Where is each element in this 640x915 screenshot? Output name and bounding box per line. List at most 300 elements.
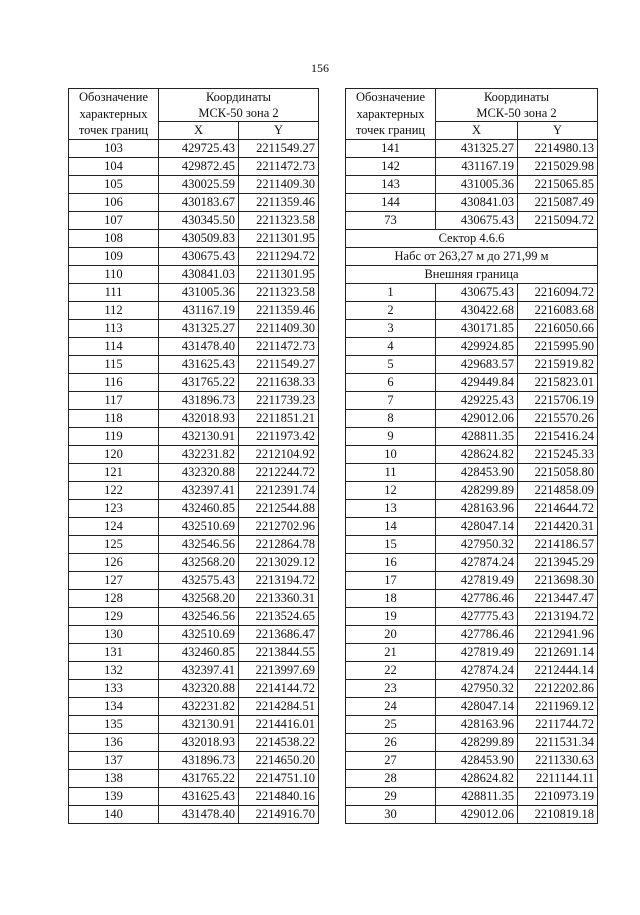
coord-x: 428299.89 xyxy=(436,481,518,499)
point-id: 141 xyxy=(346,139,436,157)
coord-x: 432320.88 xyxy=(159,679,239,697)
point-id: 142 xyxy=(346,157,436,175)
table-row xyxy=(346,535,598,553)
point-id: 18 xyxy=(346,589,436,607)
coord-x: 428811.35 xyxy=(436,427,518,445)
coord-y: 2211739.23 xyxy=(239,391,319,409)
coord-y: 2214980.13 xyxy=(518,139,598,157)
header-coordinates: Координаты xyxy=(159,89,319,106)
table-row xyxy=(69,805,319,823)
point-id: 106 xyxy=(69,193,159,211)
coord-x: 427786.46 xyxy=(436,589,518,607)
point-id: 105 xyxy=(69,175,159,193)
point-id: 112 xyxy=(69,301,159,319)
table-row xyxy=(346,445,598,463)
coord-x: 432231.82 xyxy=(159,697,239,715)
table-row xyxy=(69,733,319,751)
coord-y: 2214186.57 xyxy=(518,535,598,553)
point-id: 107 xyxy=(69,211,159,229)
table-row xyxy=(69,463,319,481)
coord-x: 432546.56 xyxy=(159,607,239,625)
coord-x: 429012.06 xyxy=(436,805,518,823)
coord-y: 2211472.73 xyxy=(239,157,319,175)
coord-x: 428299.89 xyxy=(436,733,518,751)
header-point-designation: Обозначение характерных точек границ xyxy=(69,89,159,140)
header-coordinates: Координаты xyxy=(436,89,598,106)
coord-x: 431167.19 xyxy=(436,157,518,175)
table-row xyxy=(69,517,319,535)
coord-x: 429924.85 xyxy=(436,337,518,355)
coord-y: 2211301.95 xyxy=(239,229,319,247)
point-id: 29 xyxy=(346,787,436,805)
coord-y: 2212104.92 xyxy=(239,445,319,463)
table-row xyxy=(346,409,598,427)
coord-y: 2211294.72 xyxy=(239,247,319,265)
table-row xyxy=(346,319,598,337)
point-id: 27 xyxy=(346,751,436,769)
coord-x: 432568.20 xyxy=(159,553,239,571)
point-id: 144 xyxy=(346,193,436,211)
point-id: 128 xyxy=(69,589,159,607)
coord-x: 432130.91 xyxy=(159,427,239,445)
table-row xyxy=(346,805,598,823)
point-id: 117 xyxy=(69,391,159,409)
coord-y: 2212702.96 xyxy=(239,517,319,535)
table-row xyxy=(69,157,319,175)
point-id: 28 xyxy=(346,769,436,787)
coord-x: 432397.41 xyxy=(159,481,239,499)
point-id: 123 xyxy=(69,499,159,517)
coord-y: 2211144.11 xyxy=(518,769,598,787)
coord-y: 2211330.63 xyxy=(518,751,598,769)
coord-x: 428624.82 xyxy=(436,769,518,787)
point-id: 25 xyxy=(346,715,436,733)
table-row xyxy=(346,463,598,481)
table-row xyxy=(346,589,598,607)
table-row xyxy=(69,643,319,661)
table-row xyxy=(346,283,598,301)
table-row xyxy=(69,625,319,643)
coord-y: 2211851.21 xyxy=(239,409,319,427)
table-row xyxy=(346,661,598,679)
point-id: 19 xyxy=(346,607,436,625)
coord-y: 2214420.31 xyxy=(518,517,598,535)
table-row xyxy=(346,427,598,445)
point-id: 137 xyxy=(69,751,159,769)
point-id: 20 xyxy=(346,625,436,643)
coord-y: 2213698.30 xyxy=(518,571,598,589)
coord-x: 432568.20 xyxy=(159,589,239,607)
coord-y: 2214858.09 xyxy=(518,481,598,499)
coord-y: 2211969.12 xyxy=(518,697,598,715)
header-coordinate-system: МСК-50 зона 2 xyxy=(159,105,319,122)
coord-x: 430171.85 xyxy=(436,319,518,337)
coord-y: 2210819.18 xyxy=(518,805,598,823)
point-id: 110 xyxy=(69,265,159,283)
coord-y: 2211301.95 xyxy=(239,265,319,283)
point-id: 129 xyxy=(69,607,159,625)
coord-x: 431325.27 xyxy=(159,319,239,337)
table-body xyxy=(346,89,598,824)
coord-y: 2211323.58 xyxy=(239,211,319,229)
coord-x: 428047.14 xyxy=(436,517,518,535)
coord-x: 431478.40 xyxy=(159,805,239,823)
coord-x: 431478.40 xyxy=(159,337,239,355)
coord-y: 2212444.14 xyxy=(518,661,598,679)
point-id: 103 xyxy=(69,139,159,157)
table-row xyxy=(69,427,319,445)
point-id: 134 xyxy=(69,697,159,715)
coord-x: 430345.50 xyxy=(159,211,239,229)
coord-x: 432460.85 xyxy=(159,643,239,661)
table-row xyxy=(69,247,319,265)
coord-y: 2213997.69 xyxy=(239,661,319,679)
coord-y: 2212691.14 xyxy=(518,643,598,661)
header-y: Y xyxy=(518,122,598,139)
coord-x: 428163.96 xyxy=(436,715,518,733)
table-row xyxy=(346,787,598,805)
coord-x: 427775.43 xyxy=(436,607,518,625)
coord-x: 430675.43 xyxy=(436,211,518,229)
point-id: 109 xyxy=(69,247,159,265)
coord-x: 427819.49 xyxy=(436,643,518,661)
table-row xyxy=(69,175,319,193)
table-row xyxy=(69,679,319,697)
coord-y: 2211549.27 xyxy=(239,139,319,157)
point-id: 15 xyxy=(346,535,436,553)
table-row xyxy=(346,697,598,715)
point-id: 114 xyxy=(69,337,159,355)
coord-x: 432130.91 xyxy=(159,715,239,733)
coord-x: 429225.43 xyxy=(436,391,518,409)
coordinates-table-right xyxy=(345,88,598,824)
coord-y: 2213686.47 xyxy=(239,625,319,643)
coord-x: 432510.69 xyxy=(159,517,239,535)
coord-y: 2215065.85 xyxy=(518,175,598,193)
coord-x: 429449.84 xyxy=(436,373,518,391)
table-row xyxy=(346,373,598,391)
coord-y: 2212202.86 xyxy=(518,679,598,697)
coord-x: 431765.22 xyxy=(159,769,239,787)
coord-x: 430025.59 xyxy=(159,175,239,193)
coord-x: 430841.03 xyxy=(159,265,239,283)
table-row xyxy=(69,787,319,805)
coord-y: 2214416.01 xyxy=(239,715,319,733)
coord-x: 428163.96 xyxy=(436,499,518,517)
table-row xyxy=(346,175,598,193)
point-id: 9 xyxy=(346,427,436,445)
point-id: 139 xyxy=(69,787,159,805)
point-id: 23 xyxy=(346,679,436,697)
coord-y: 2214538.22 xyxy=(239,733,319,751)
coord-y: 2212544.88 xyxy=(239,499,319,517)
table-row xyxy=(346,625,598,643)
coord-x: 431625.43 xyxy=(159,355,239,373)
coord-x: 427950.32 xyxy=(436,679,518,697)
point-id: 124 xyxy=(69,517,159,535)
coord-x: 431896.73 xyxy=(159,391,239,409)
coord-y: 2215087.49 xyxy=(518,193,598,211)
coord-y: 2214144.72 xyxy=(239,679,319,697)
coord-x: 427950.32 xyxy=(436,535,518,553)
point-id: 108 xyxy=(69,229,159,247)
coord-y: 2212391.74 xyxy=(239,481,319,499)
coord-y: 2211549.27 xyxy=(239,355,319,373)
point-id: 125 xyxy=(69,535,159,553)
table-row xyxy=(346,211,598,229)
coord-x: 431625.43 xyxy=(159,787,239,805)
coord-x: 431005.36 xyxy=(159,283,239,301)
table-row xyxy=(346,355,598,373)
coord-y: 2211744.72 xyxy=(518,715,598,733)
table-row xyxy=(69,571,319,589)
coord-x: 431896.73 xyxy=(159,751,239,769)
table-row xyxy=(346,301,598,319)
coord-x: 427874.24 xyxy=(436,661,518,679)
coord-y: 2214650.20 xyxy=(239,751,319,769)
coord-x: 431005.36 xyxy=(436,175,518,193)
coord-x: 430675.43 xyxy=(159,247,239,265)
table-row xyxy=(69,229,319,247)
point-id: 119 xyxy=(69,427,159,445)
point-id: 1 xyxy=(346,283,436,301)
coord-y: 2213447.47 xyxy=(518,589,598,607)
coord-x: 432460.85 xyxy=(159,499,239,517)
point-id: 11 xyxy=(346,463,436,481)
point-id: 30 xyxy=(346,805,436,823)
table-row xyxy=(69,607,319,625)
table-row xyxy=(346,643,598,661)
header-coordinate-system: МСК-50 зона 2 xyxy=(436,105,598,122)
table-row xyxy=(346,679,598,697)
sector-boundary-label: Внешняя граница xyxy=(346,265,598,283)
table-row xyxy=(69,769,319,787)
coord-x: 432575.43 xyxy=(159,571,239,589)
table-row xyxy=(69,445,319,463)
coord-x: 430675.43 xyxy=(436,283,518,301)
coord-y: 2215058.80 xyxy=(518,463,598,481)
coord-y: 2216094.72 xyxy=(518,283,598,301)
coord-y: 2211359.46 xyxy=(239,301,319,319)
table-row xyxy=(69,301,319,319)
table-row xyxy=(346,265,598,283)
coord-x: 432018.93 xyxy=(159,409,239,427)
page-number: 156 xyxy=(311,61,329,75)
table-row xyxy=(69,715,319,733)
coord-x: 428453.90 xyxy=(436,751,518,769)
coord-y: 2211472.73 xyxy=(239,337,319,355)
table-row xyxy=(69,589,319,607)
table-row xyxy=(69,355,319,373)
table-row xyxy=(69,661,319,679)
point-id: 116 xyxy=(69,373,159,391)
point-id: 122 xyxy=(69,481,159,499)
table-row xyxy=(346,607,598,625)
point-id: 120 xyxy=(69,445,159,463)
point-id: 6 xyxy=(346,373,436,391)
point-id: 8 xyxy=(346,409,436,427)
coord-x: 428624.82 xyxy=(436,445,518,463)
point-id: 21 xyxy=(346,643,436,661)
table-row xyxy=(69,193,319,211)
table-row xyxy=(346,229,598,247)
coord-x: 432546.56 xyxy=(159,535,239,553)
point-id: 127 xyxy=(69,571,159,589)
point-id: 115 xyxy=(69,355,159,373)
coord-x: 428811.35 xyxy=(436,787,518,805)
table-row xyxy=(69,337,319,355)
table-row xyxy=(346,247,598,265)
coord-x: 429012.06 xyxy=(436,409,518,427)
header-y: Y xyxy=(239,122,319,139)
point-id: 131 xyxy=(69,643,159,661)
coord-y: 2216083.68 xyxy=(518,301,598,319)
table-row xyxy=(346,391,598,409)
point-id: 26 xyxy=(346,733,436,751)
coord-x: 431325.27 xyxy=(436,139,518,157)
coord-y: 2213360.31 xyxy=(239,589,319,607)
coord-y: 2211638.33 xyxy=(239,373,319,391)
coord-y: 2212941.96 xyxy=(518,625,598,643)
coord-y: 2211409.30 xyxy=(239,319,319,337)
coord-y: 2211973.42 xyxy=(239,427,319,445)
coord-y: 2215416.24 xyxy=(518,427,598,445)
coord-x: 427874.24 xyxy=(436,553,518,571)
table-row xyxy=(346,751,598,769)
coord-x: 432231.82 xyxy=(159,445,239,463)
point-id: 140 xyxy=(69,805,159,823)
point-id: 4 xyxy=(346,337,436,355)
table-row xyxy=(69,319,319,337)
coord-y: 2211323.58 xyxy=(239,283,319,301)
coord-x: 428047.14 xyxy=(436,697,518,715)
coord-y: 2214916.70 xyxy=(239,805,319,823)
point-id: 143 xyxy=(346,175,436,193)
coord-x: 430183.67 xyxy=(159,193,239,211)
table-row xyxy=(346,715,598,733)
table-row xyxy=(346,733,598,751)
coord-y: 2213844.55 xyxy=(239,643,319,661)
point-id: 138 xyxy=(69,769,159,787)
point-id: 22 xyxy=(346,661,436,679)
point-id: 7 xyxy=(346,391,436,409)
coord-x: 428453.90 xyxy=(436,463,518,481)
coord-y: 2213194.72 xyxy=(239,571,319,589)
coord-x: 427819.49 xyxy=(436,571,518,589)
point-id: 133 xyxy=(69,679,159,697)
coord-x: 429872.45 xyxy=(159,157,239,175)
table-row xyxy=(346,337,598,355)
coord-y: 2211359.46 xyxy=(239,193,319,211)
point-id: 111 xyxy=(69,283,159,301)
coord-y: 2215570.26 xyxy=(518,409,598,427)
point-id: 14 xyxy=(346,517,436,535)
table-row xyxy=(346,193,598,211)
coord-y: 2215823.01 xyxy=(518,373,598,391)
point-id: 121 xyxy=(69,463,159,481)
coord-y: 2213194.72 xyxy=(518,607,598,625)
coord-y: 2211531.34 xyxy=(518,733,598,751)
table-row xyxy=(69,553,319,571)
coord-x: 430509.83 xyxy=(159,229,239,247)
coord-x: 430422.68 xyxy=(436,301,518,319)
coord-y: 2215706.19 xyxy=(518,391,598,409)
point-id: 132 xyxy=(69,661,159,679)
point-id: 3 xyxy=(346,319,436,337)
table-row xyxy=(346,157,598,175)
table-row xyxy=(69,373,319,391)
point-id: 12 xyxy=(346,481,436,499)
table-row xyxy=(346,553,598,571)
coord-x: 430841.03 xyxy=(436,193,518,211)
table-row xyxy=(69,139,319,157)
coord-x: 432018.93 xyxy=(159,733,239,751)
coord-x: 432510.69 xyxy=(159,625,239,643)
point-id: 118 xyxy=(69,409,159,427)
coord-y: 2215094.72 xyxy=(518,211,598,229)
point-id: 73 xyxy=(346,211,436,229)
coord-y: 2212244.72 xyxy=(239,463,319,481)
sector-title: Сектор 4.6.6 xyxy=(346,229,598,247)
point-id: 24 xyxy=(346,697,436,715)
table-row xyxy=(69,499,319,517)
table-row xyxy=(69,697,319,715)
point-id: 13 xyxy=(346,499,436,517)
coord-y: 2215245.33 xyxy=(518,445,598,463)
coord-y: 2215919.82 xyxy=(518,355,598,373)
coord-x: 431167.19 xyxy=(159,301,239,319)
point-id: 16 xyxy=(346,553,436,571)
point-id: 2 xyxy=(346,301,436,319)
header-point-designation: Обозначение характерных точек границ xyxy=(346,89,436,140)
point-id: 104 xyxy=(69,157,159,175)
point-id: 126 xyxy=(69,553,159,571)
header-x: X xyxy=(436,122,518,139)
coord-x: 429725.43 xyxy=(159,139,239,157)
coord-y: 2213945.29 xyxy=(518,553,598,571)
table-row xyxy=(69,481,319,499)
coord-y: 2214284.51 xyxy=(239,697,319,715)
table-row xyxy=(69,211,319,229)
coord-y: 2210973.19 xyxy=(518,787,598,805)
coord-y: 2213524.65 xyxy=(239,607,319,625)
table-row xyxy=(346,481,598,499)
coord-x: 432320.88 xyxy=(159,463,239,481)
table-row xyxy=(69,391,319,409)
table-row xyxy=(69,409,319,427)
table-row xyxy=(346,517,598,535)
coord-x: 429683.57 xyxy=(436,355,518,373)
point-id: 10 xyxy=(346,445,436,463)
table-row xyxy=(69,283,319,301)
coord-y: 2213029.12 xyxy=(239,553,319,571)
coord-y: 2215029.98 xyxy=(518,157,598,175)
coord-x: 431765.22 xyxy=(159,373,239,391)
table-row xyxy=(69,535,319,553)
point-id: 5 xyxy=(346,355,436,373)
coord-x: 432397.41 xyxy=(159,661,239,679)
table-row xyxy=(346,571,598,589)
coord-x: 427786.46 xyxy=(436,625,518,643)
point-id: 17 xyxy=(346,571,436,589)
point-id: 113 xyxy=(69,319,159,337)
table-row xyxy=(346,499,598,517)
coord-y: 2214840.16 xyxy=(239,787,319,805)
coord-y: 2214751.10 xyxy=(239,769,319,787)
table-body xyxy=(69,89,319,824)
point-id: 136 xyxy=(69,733,159,751)
header-x: X xyxy=(159,122,239,139)
